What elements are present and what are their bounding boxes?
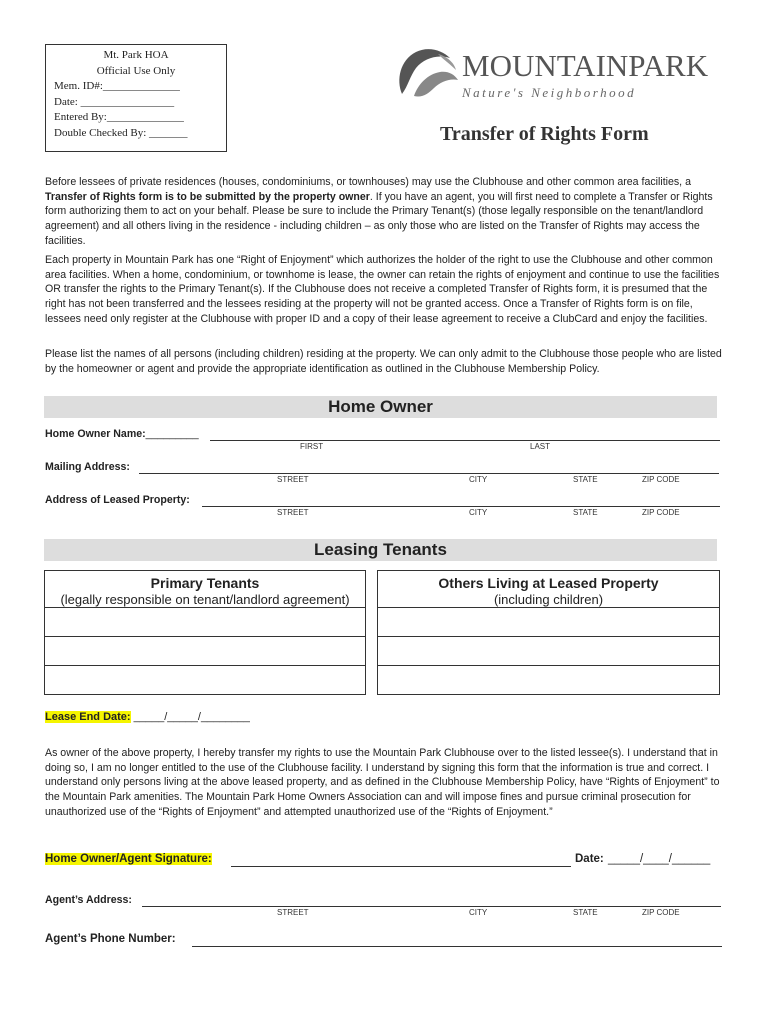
signature-line[interactable] (231, 866, 571, 867)
last-name-caption: LAST (530, 442, 551, 451)
agent-city-caption: CITY (469, 908, 488, 917)
table-gap (366, 571, 378, 608)
lease-end-blank[interactable]: _____/_____/________ (130, 711, 250, 723)
entered-by-field: Entered By:______________ (54, 111, 184, 123)
intro-paragraph-2: Each property in Mountain Park has one “Right of Enjoyment” which authorizes the holder of the right to use the Clubhouse and other common area facilities. When a home, condominium, or townhome is lease, the owner can retain the rights of enjoyment and continue to use the facilities OR transfer the rights to the Primary Tenant(s). If the Clubhouse does not receive a completed Transfer of Rights form, it is presumed that the right has not been transferred and the lessees residing at the property will not be granted access. Once a Transfer of Rights form is on file, lessees need only register at the Clubhouse with proper ID and a copy of their lease agreement to receive a ClubCard and enjoy the facilities. (45, 254, 720, 325)
primary-tenants-header (45, 571, 366, 608)
mailing-zip-caption: ZIP CODE (642, 475, 680, 484)
primary-tenant-cell-2[interactable] (45, 637, 366, 666)
intro-paragraph-3: Please list the names of all persons (including children) residing at the property. We can only admit to the Clubhouse those people who are listed by the homeowner or agent and provide the appropriate identification as outlined in the Clubhouse Membership Policy. (45, 348, 722, 375)
signature-date-label: Date: (575, 853, 604, 865)
home-owner-name-label: Home Owner Name: (45, 428, 146, 440)
other-occupant-cell-3[interactable] (378, 666, 720, 695)
table-gap (366, 666, 378, 695)
mountain-logo-icon (394, 44, 464, 104)
agent-state-caption: STATE (573, 908, 598, 917)
mailing-state-caption: STATE (573, 475, 598, 484)
agent-phone-row (45, 933, 721, 953)
leased-city-caption: CITY (469, 508, 488, 517)
agent-zip-caption: ZIP CODE (642, 908, 680, 917)
agent-phone-label: Agent’s Phone Number: (45, 933, 176, 945)
primary-tenants-title: Primary Tenants (150, 575, 260, 591)
table-gap (366, 608, 378, 637)
mailing-address-line[interactable] (139, 473, 719, 474)
first-name-caption: FIRST (300, 442, 324, 451)
others-living-title: Others Living at Leased Property (438, 575, 659, 591)
lease-end-row (45, 711, 250, 723)
signature-date-blank[interactable]: _____/____/______ (608, 853, 711, 865)
home-owner-name-row (45, 428, 721, 452)
agent-address-row (45, 894, 721, 918)
others-living-subtitle: (including children) (493, 592, 604, 607)
agent-phone-line[interactable] (192, 946, 722, 947)
primary-tenant-cell-1[interactable] (45, 608, 366, 637)
owner-statement: As owner of the above property, I hereby transfer my rights to use the Mountain Park Clubhouse over to the listed lessee(s). I understand that in doing so, I am no longer entitled to the use of the Clubhouse facility. I understand by signing this form that the information is true and correct. I understand only persons living at the above leased property, and as defined in the Clubhouse Membership Policy, have “Rights of Enjoyment” to the Mountain Park amenities. The Mountain Park Home Owners Association can and will impose fines and pursue criminal prosecution for unauthorized use of the “Rights of Enjoyment” and attempted unauthorized use of the “Rights of Enjoyment.” (45, 747, 720, 818)
office-hoa-label: Mt. Park HOA (103, 49, 169, 61)
home-owner-name-blank: _________ (145, 428, 199, 440)
primary-tenant-cell-3[interactable] (45, 666, 366, 695)
mailing-street-caption: STREET (277, 475, 309, 484)
home-owner-heading: Home Owner (44, 396, 717, 418)
office-use-label: Official Use Only (96, 64, 176, 77)
agent-address-line[interactable] (142, 906, 721, 907)
other-occupant-cell-2[interactable] (378, 637, 720, 666)
intro-paragraph-1 (45, 175, 725, 249)
leased-state-caption: STATE (573, 508, 598, 517)
double-checked-field: Double Checked By: _______ (54, 126, 188, 139)
home-owner-name-line[interactable] (210, 440, 720, 441)
leased-street-caption: STREET (277, 508, 309, 517)
lease-end-label: Lease End Date: (45, 711, 131, 723)
office-date-field: Date: _________________ (54, 95, 175, 108)
agent-address-label: Agent’s Address: (45, 894, 132, 906)
leased-address-line[interactable] (202, 506, 720, 507)
intro-p1-text: Before lessees of private residences (houses, condominiums, or townhouses) may use the Clubhouse and other common area facilities, a (45, 176, 691, 188)
mem-id-field: Mem. ID#:______________ (54, 80, 180, 92)
logo-wordmark: MOUNTAINPARK (462, 48, 709, 83)
mountain-park-logo (394, 44, 729, 104)
leased-address-label: Address of Leased Property: (45, 494, 190, 506)
leased-address-row (45, 494, 721, 518)
logo-tagline: Nature's Neighborhood (462, 85, 637, 100)
intro-p1-bold: Transfer of Rights form is to be submitted by the property owner (45, 190, 370, 203)
agent-street-caption: STREET (277, 908, 309, 917)
other-occupant-cell-1[interactable] (378, 608, 720, 637)
form-title: Transfer of Rights Form (440, 123, 649, 145)
leased-zip-caption: ZIP CODE (642, 508, 680, 517)
signature-row (45, 853, 721, 873)
tenant-table (44, 570, 720, 695)
mailing-address-label: Mailing Address: (45, 461, 130, 473)
leasing-tenants-heading: Leasing Tenants (44, 539, 717, 561)
mailing-city-caption: CITY (469, 475, 488, 484)
table-gap (366, 637, 378, 666)
office-use-box (45, 44, 227, 152)
intro-p1-text-end: . If you have an agent, you will first need to complete a Transfer or Rights form authorizing them to act on your behalf. Please be sure to include the Primary Tenant(s) (those legally responsible on the tenant/landlord agreement) and all others living in the residence - including children – as only those who are listed on the Transfer of Rights may access the facilities. (45, 190, 713, 247)
others-living-header (378, 571, 720, 608)
signature-label: Home Owner/Agent Signature: (45, 853, 212, 865)
primary-tenants-subtitle: (legally responsible on tenant/landlord agreement) (60, 592, 350, 607)
mailing-address-row (45, 461, 721, 485)
